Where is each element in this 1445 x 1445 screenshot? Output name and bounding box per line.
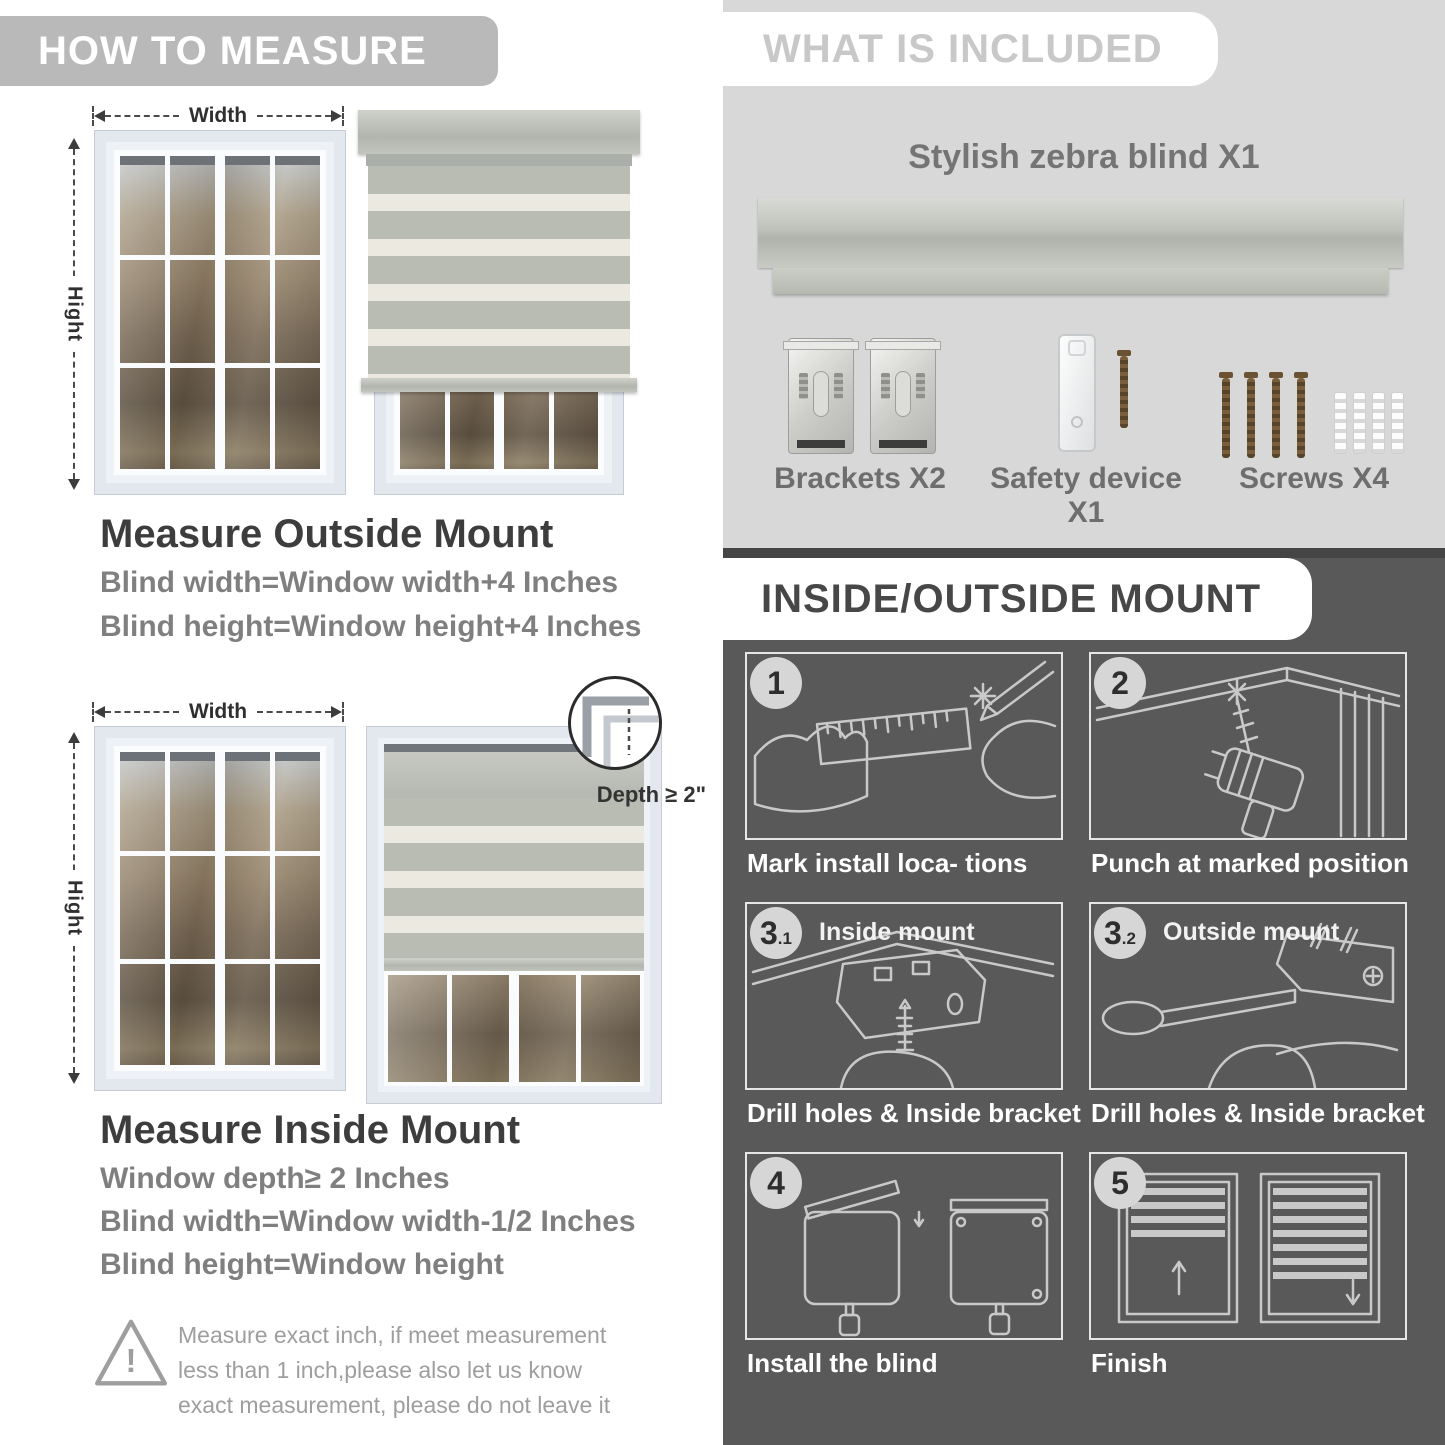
depth-detail-magnifier bbox=[568, 676, 662, 770]
blind-headrail-lip bbox=[366, 154, 632, 166]
step-title: Inside mount bbox=[819, 918, 975, 946]
step-caption-2: Punch at marked position bbox=[1091, 848, 1409, 878]
inside-outside-mount-header: INSIDE/OUTSIDE MOUNT bbox=[723, 558, 1312, 640]
width-dimension-arrow bbox=[92, 104, 344, 128]
width-dimension-arrow bbox=[92, 700, 344, 724]
step-title: Outside mount bbox=[1163, 918, 1340, 946]
arrow-up-icon bbox=[68, 138, 80, 149]
arrow-left-icon bbox=[94, 110, 105, 122]
step-badge: 5 bbox=[1094, 1157, 1146, 1209]
anchors-image bbox=[1334, 392, 1404, 458]
step-caption-1: Mark install loca- tions bbox=[747, 848, 1028, 878]
step-panel-4 bbox=[745, 1152, 1063, 1340]
outside-mount-formula-height: Blind height=Window height+4 Inches bbox=[100, 610, 642, 643]
step-panel-3-1 bbox=[745, 902, 1063, 1090]
dash-line bbox=[257, 115, 331, 117]
brackets-label: Brackets X2 bbox=[774, 462, 946, 495]
screws-label: Screws X4 bbox=[1238, 462, 1390, 495]
outside-mount-formula-width: Blind width=Window width+4 Inches bbox=[100, 566, 619, 599]
outside-mount-title: Measure Outside Mount bbox=[100, 512, 554, 556]
blind-headrail bbox=[358, 110, 640, 154]
warning-text: Measure exact inch, if meet measurement less than 1 inch,please also let us know exact measurement, please do not leave it bbox=[178, 1322, 611, 1418]
outside-mount-blind-illustration bbox=[358, 110, 640, 495]
zebra-blind-headrail-image bbox=[758, 198, 1403, 268]
step-badge: 4 bbox=[750, 1157, 802, 1209]
dash-line bbox=[105, 115, 179, 117]
dimension-tick bbox=[342, 106, 344, 126]
step-caption-4: Install the blind bbox=[747, 1348, 938, 1378]
step-caption-3-1: Drill holes & Inside bracket bbox=[747, 1098, 1081, 1128]
arrow-down-icon bbox=[68, 479, 80, 490]
height-label: Hight bbox=[61, 870, 88, 946]
warning-triangle-icon bbox=[92, 1316, 170, 1390]
depth-label: Depth ≥ 2" bbox=[596, 782, 706, 807]
zebra-blind-headrail-lip bbox=[773, 268, 1388, 294]
width-label: Width bbox=[188, 700, 248, 723]
svg-text:!: ! bbox=[125, 1342, 137, 1380]
what-is-included-header: WHAT IS INCLUDED bbox=[723, 12, 1218, 86]
step-panel-3-2 bbox=[1089, 902, 1407, 1090]
height-label: Hight bbox=[61, 276, 88, 352]
inside-mount-formula-width: Blind width=Window width-1/2 Inches bbox=[100, 1205, 636, 1238]
window-illustration-inside bbox=[94, 726, 346, 1091]
arrow-right-icon bbox=[331, 110, 342, 122]
step-panel-1 bbox=[745, 652, 1063, 840]
how-to-measure-header: HOW TO MEASURE bbox=[0, 16, 498, 86]
height-dimension-arrow bbox=[64, 138, 84, 490]
step-badge: 2 bbox=[1094, 657, 1146, 709]
blind-fabric-stripes bbox=[384, 798, 644, 958]
window-glass bbox=[114, 150, 326, 475]
step-panel-2 bbox=[1089, 652, 1407, 840]
window-glass bbox=[384, 971, 644, 1086]
inside-mount-formula-height: Blind height=Window height bbox=[100, 1248, 504, 1281]
step-badge: 3 .2 bbox=[1094, 907, 1146, 959]
step-badge: 1 bbox=[750, 657, 802, 709]
step-panel-5 bbox=[1089, 1152, 1407, 1340]
inside-mount-depth-rule: Window depth≥ 2 Inches bbox=[100, 1162, 450, 1195]
blind-bottom-rail bbox=[361, 378, 637, 392]
safety-device-image bbox=[1058, 334, 1128, 452]
brackets-image bbox=[788, 338, 936, 454]
step-badge: 3 .1 bbox=[750, 907, 802, 959]
screws-image bbox=[1222, 378, 1404, 458]
step-caption-5: Finish bbox=[1091, 1348, 1168, 1378]
height-dimension-arrow bbox=[64, 732, 84, 1084]
step-caption-3-2: Drill holes & Inside bracket bbox=[1091, 1098, 1425, 1128]
width-label: Width bbox=[188, 104, 248, 127]
window-illustration-outside bbox=[94, 130, 346, 495]
section-divider bbox=[723, 548, 1445, 558]
product-label: Stylish zebra blind X1 bbox=[908, 138, 1260, 176]
inside-mount-title: Measure Inside Mount bbox=[100, 1108, 521, 1152]
safety-device-label: Safety device X1 bbox=[990, 462, 1182, 529]
blind-fabric-stripes bbox=[368, 166, 630, 378]
blind-bottom-rail bbox=[384, 958, 644, 971]
